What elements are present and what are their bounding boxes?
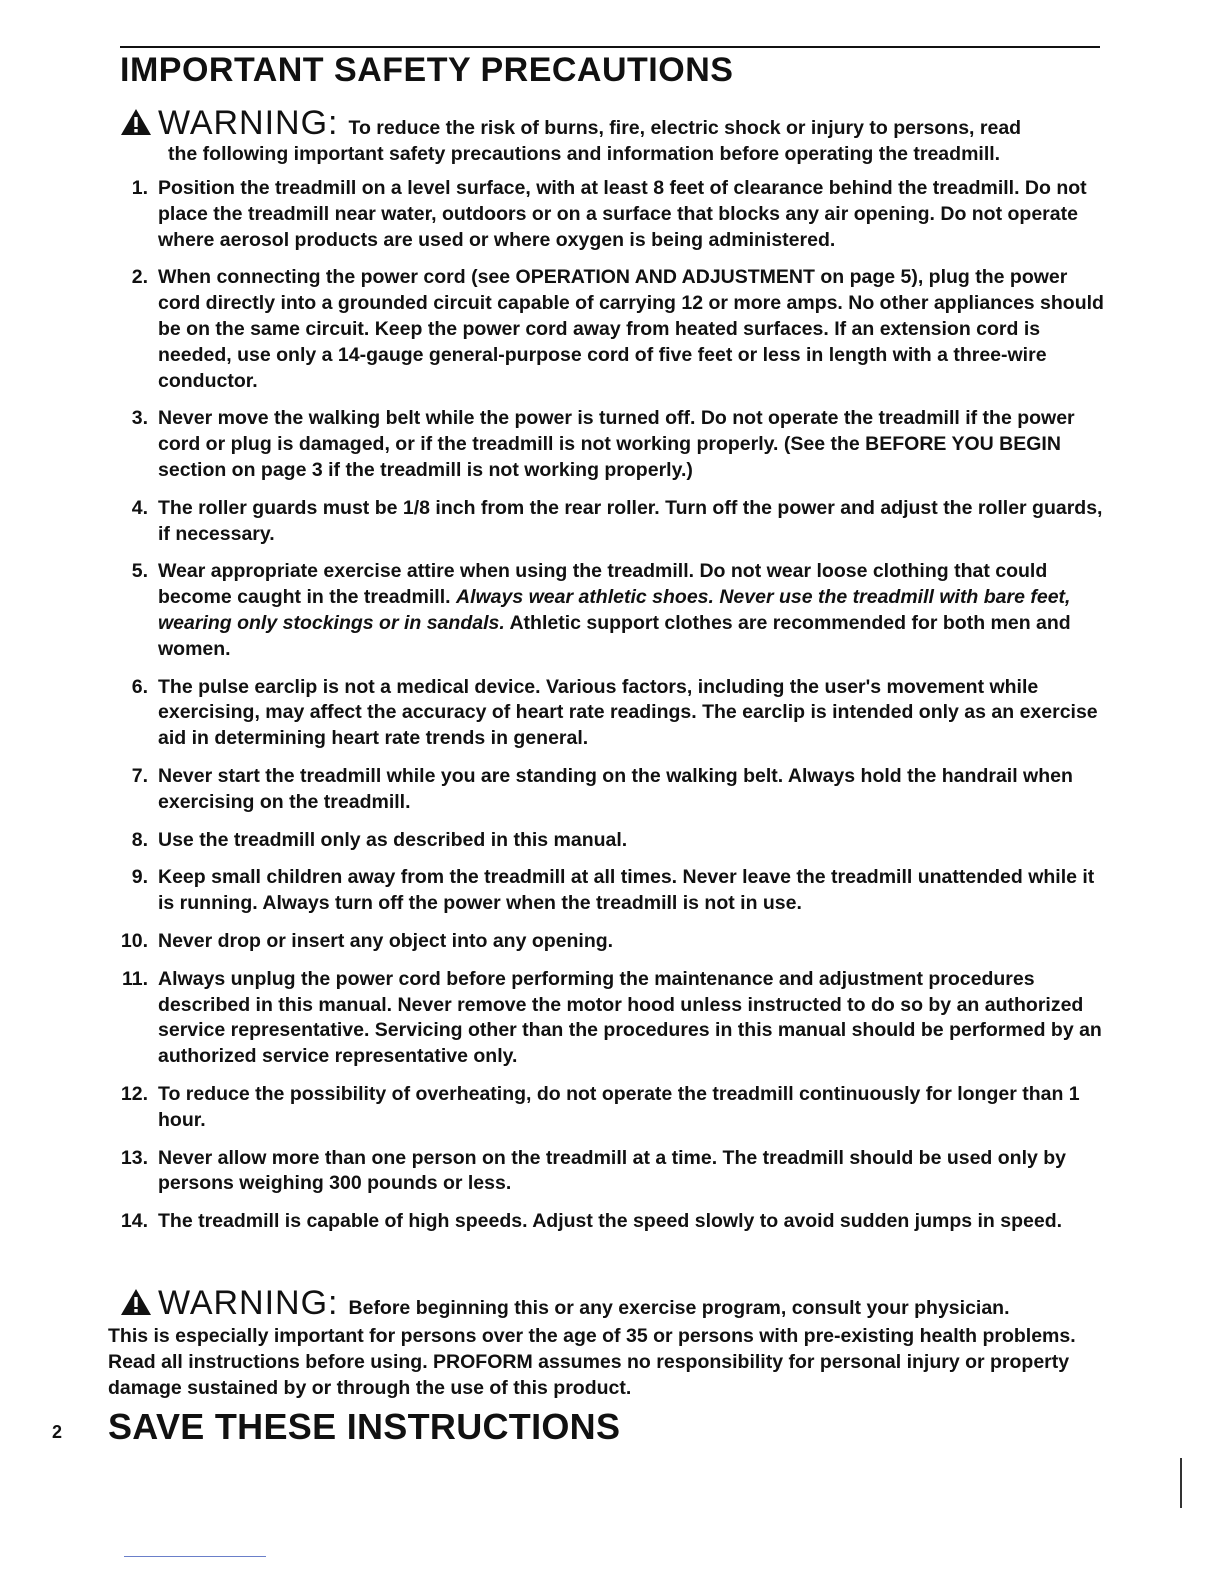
precaution-item-14 [108,1209,1108,1235]
precaution-text: Keep small children away from the treadmill at all times. Never leave the treadmill unattended while it is running. Always turn off the power when the treadmill is not in use. [158,866,1095,915]
precaution-text-italic: Always wear athletic shoes. Never use the treadmill with bare feet, wearing only stockings or in sandals. [158,586,1071,634]
precaution-text: Wear appropriate exercise attire when using the treadmill. Do not wear loose clothing that could become caught in the treadmill. [158,560,1048,609]
precaution-text: The pulse earclip is not a medical device. Various factors, including the user's movement while exercising, may affect the accuracy of heart rate readings. The earclip is intended only as an exercise aid in determining heart rate trends in general. [158,675,1098,750]
warning-bottom-label: WARNING: [158,1284,339,1322]
precaution-text: Never start the treadmill while you are standing on the walking belt. Always hold the handrail when exercising on the treadmill. [158,764,1073,813]
header-rule [120,46,1100,48]
precaution-text-after: Athletic support clothes are recommended for both men and women. [158,611,1071,660]
precaution-item-1 [108,176,1108,253]
warning-top-text: To reduce the risk of burns, fire, electric shock or injury to persons, read [348,117,1022,139]
page-title: IMPORTANT SAFETY PRECAUTIONS [120,51,734,89]
precaution-number: 10. [120,929,148,952]
precaution-text: The treadmill is capable of high speeds. Adjust the speed slowly to avoid sudden jumps in speed. [158,1210,1063,1233]
precaution-item-3 [108,406,1108,483]
precautions-list [108,176,1108,1247]
page-footer [52,1406,752,1456]
precaution-number: 9. [131,866,148,889]
precaution-number: 6. [131,675,148,698]
warning-bottom-text-cont: This is especially important for persons over the age of 35 or persons with pre-existing health problems. Read all instructions before using. PROFORM assumes no responsibility for personal injury or property damage sustained by or through the use of this product. [108,1325,1076,1399]
precaution-item-10 [108,929,1108,955]
precaution-text: Never move the walking belt while the power is turned off. Do not operate the treadmill if the power cord or plug is damaged, or if the treadmill is not working properly. (See the BEFORE YOU BEGIN section on page 3 if the treadmill is not working properly.) [158,407,1075,481]
precaution-item-4 [108,496,1108,548]
precaution-text: Use the treadmill only as described in this manual. [158,828,628,851]
precaution-number: 14. [120,1210,148,1233]
margin-mark [1180,1458,1182,1508]
warning-top-label: WARNING: [158,104,339,142]
page-number: 2 [52,1422,63,1442]
precaution-number: 3. [131,407,148,430]
precaution-text: To reduce the possibility of overheating, do not operate the treadmill continuously for longer than 1 hour. [158,1082,1080,1131]
warning-top-line [120,104,1110,143]
precaution-text: The roller guards must be 1/8 inch from the rear roller. Turn off the power and adjust the roller guards, if necessary. [158,496,1103,545]
precaution-item-5 [108,559,1108,662]
precaution-text: Never allow more than one person on the treadmill at a time. The treadmill should be used only by persons weighing 300 pounds or less. [158,1146,1067,1195]
warning-top [120,104,1110,167]
precaution-item-6 [108,675,1108,752]
warning-top-text-cont: the following important safety precautions and information before operating the treadmill. [168,143,1001,165]
warning-bottom [108,1284,1110,1401]
precaution-number: 11. [121,967,148,990]
precaution-text: Always unplug the power cord before performing the maintenance and adjustment procedures described in this manual. Never remove the motor hood unless instructed to do so by an authorized service representative. Servicing other than the procedures in this manual should be performed by an authorized service representative only. [158,967,1102,1068]
precaution-number: 2. [131,266,148,289]
save-instructions-title: SAVE THESE INSTRUCTIONS [108,1406,621,1447]
precaution-text: Never drop or insert any object into any opening. [158,929,614,952]
precaution-text: When connecting the power cord (see OPERATION AND ADJUSTMENT on page 5), plug the power cord directly into a grounded circuit capable of carrying 12 or more amps. No other appliances should be on the same circuit. Keep the power cord away from heated surfaces. If an extension cord is needed, use only a 14-gauge general-purpose cord of five feet or less in length with a three-wire conductor. [158,266,1104,392]
precaution-item-11 [108,967,1108,1070]
warning-triangle-icon [120,1288,152,1316]
warning-triangle-icon [120,108,152,136]
precaution-item-12 [108,1082,1108,1134]
precaution-number: 12. [120,1082,148,1105]
precaution-item-2 [108,265,1108,394]
precaution-number: 5. [131,560,148,583]
precaution-item-13 [108,1146,1108,1198]
precaution-number: 1. [131,177,148,199]
warning-bottom-text: Before beginning this or any exercise program, consult your physician. [348,1297,1010,1319]
precaution-number: 13. [120,1146,148,1169]
precaution-text: Position the treadmill on a level surface, with at least 8 feet of clearance behind the treadmill. Do not place the treadmill near water, outdoors or on a surface that blocks any air opening. Do not operate where aerosol products are used or where oxygen is being administered. [158,177,1087,251]
precaution-item-7 [108,764,1108,816]
precaution-item-8 [108,828,1108,854]
warning-bottom-line [120,1284,1110,1323]
precaution-number: 4. [131,496,148,519]
precaution-item-9 [108,865,1108,917]
bottom-rule [124,1556,266,1557]
precaution-number: 7. [131,764,148,787]
precaution-number: 8. [131,828,148,851]
